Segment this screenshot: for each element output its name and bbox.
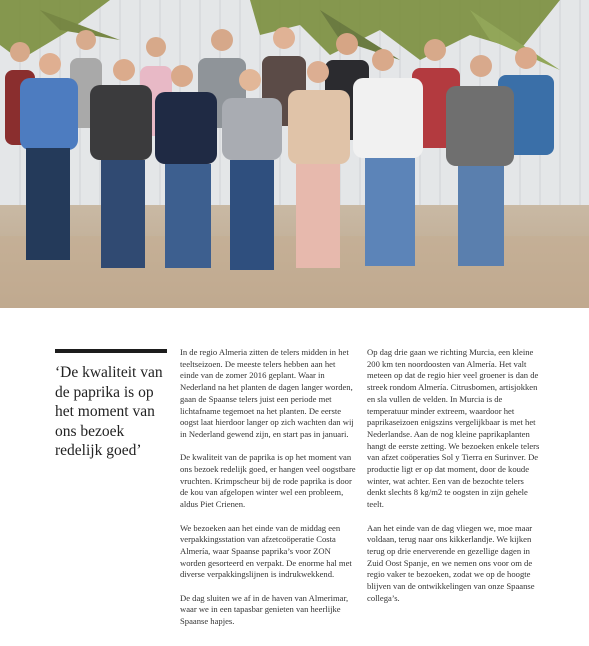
- group-photo: [0, 0, 589, 308]
- pull-quote-text: ‘De kwaliteit van de paprika is op het moment van ons bezoek redelijk goed’: [55, 364, 163, 460]
- pull-quote-rule: [55, 349, 167, 353]
- paragraph: We bezoeken aan het einde van de middag een verpakkingsstation van afzetcoöperatie Costa Almería, waar Spaanse paprika’s voor ZON worden gesorteerd en verpakt. De enorme hal met diverse verpakkingslijnen is indrukwekkend.: [180, 522, 352, 580]
- paragraph: In de regio Almeria zitten de telers midden in het teeltseizoen. De meeste telers hebben aan het einde van de zomer 2016 geplant. Waar in Nederland na het planten de dagen langer worden, gaan de Spaanse telers juist een periode met lichtafname tegemoet na het planten. De eerste oogst laat hierdoor langer op zich wachten dan wij in Nederland gewend zijn, en start pas in januari.: [180, 347, 354, 439]
- paragraph: Aan het einde van de dag vliegen we, moe maar voldaan, terug naar ons kikkerlandje. We kijken terug op drie enerverende en gezellige dagen in Zuid Oost Spanje, en we nemen ons voor om de regio vaker te bezoeken, zodat we op de hoogte blijven van de ontwikkelingen van onze Spaanse collega’s.: [367, 522, 535, 603]
- paragraph: Op dag drie gaan we richting Murcia, een kleine 200 km ten noordoosten van Almería. Het valt meteen op dat de regio hier veel groener is dan de streek rondom Almería. Citrusbomen, artisjokken en sla vullen de velden. In Murcia is de temperatuur minder extreem, waardoor het paprikaseizoen enigszins vergelijkbaar is met het Nederlandse. Aan de nog kleine paprikaplanten hangt de eerste zetting. We bezoeken enkele telers van afzet coöperaties Sol y Tierra en Surinver. De productie ligt er op dat moment, door de koude winter, wat achter. Een van de bezochte telers denkt slechts 8 kg/m2 te oogsten in zijn gehele teelt.: [367, 347, 540, 510]
- paragraph: De kwaliteit van de paprika is op het moment van ons bezoek redelijk goed, er hangen veel oogstbare vruchten. Krimpscheur bij de rode paprika is door de kou van afgelopen winter wel een probleem, aldus Piet Crienen.: [180, 452, 356, 510]
- pull-quote: [55, 349, 167, 461]
- paragraph: De dag sluiten we af in de haven van Almerimar, waar we in een tapasbar genieten van heerlijke Spaanse hapjes.: [180, 592, 349, 627]
- article-column-1: [180, 347, 356, 640]
- article-column-2: [367, 347, 543, 616]
